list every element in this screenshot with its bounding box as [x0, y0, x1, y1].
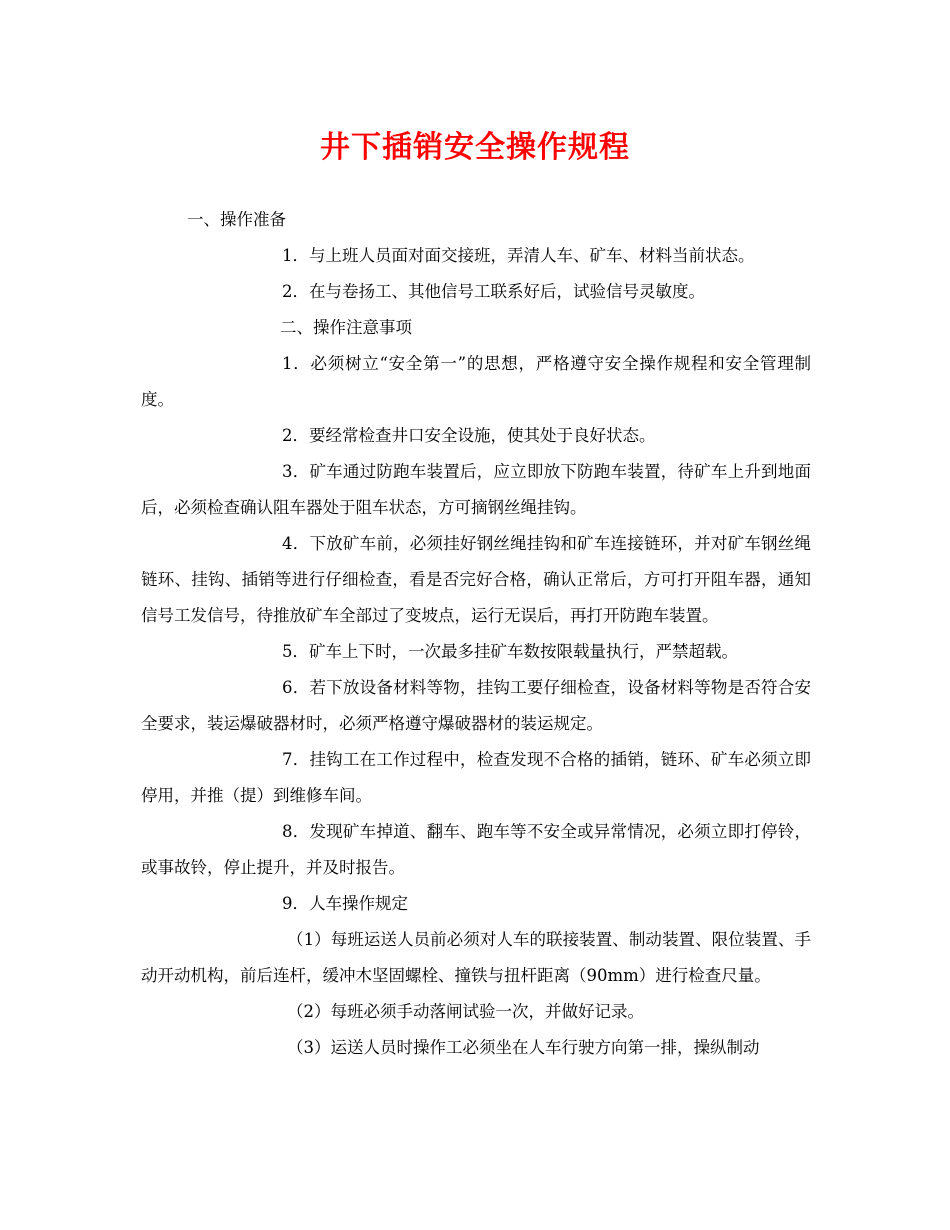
- paragraph: 1．必须树立“安全第一”的思想，严格遵守安全操作规程和安全管理制度。: [141, 354, 811, 409]
- section-heading-preparation: 一、操作准备: [187, 210, 286, 229]
- paragraph: 2．在与卷扬工、其他信号工联系好后，试验信号灵敏度。: [282, 282, 705, 301]
- section-heading-precautions: 二、操作注意事项: [280, 318, 412, 337]
- document-body: [141, 202, 811, 1066]
- paragraph: 3．矿车通过防跑车装置后，应立即放下防跑车装置，待矿车上升到地面后，必须检查确认阻车器处于阻车状态，方可摘钢丝绳挂钩。: [141, 462, 811, 517]
- paragraph: 9．人车操作规定: [282, 894, 408, 913]
- paragraph: 1．与上班人员面对面交接班，弄清人车、矿车、材料当前状态。: [282, 246, 755, 265]
- paragraph: 7．挂钩工在工作过程中，检查发现不合格的插销，链环、矿车必须立即停用，并推（提）到维修车间。: [141, 750, 811, 805]
- paragraph: 4．下放矿车前，必须挂好钢丝绳挂钩和矿车连接链环，并对矿车钢丝绳链环、挂钩、插销等进行仔细检查，看是否完好合格，确认正常后，方可打开阻车器，通知信号工发信号，待推放矿车全部过了变坡点，运行无误后，再打开防跑车装置。: [141, 534, 811, 625]
- sub-paragraph: （1）每班运送人员前必须对人车的联接装置、制动装置、限位装置、手动开动机构，前后连杆，缓冲木坚固螺栓、撞铁与扭杆距离（90mm）进行检查尺量。: [141, 930, 811, 985]
- paragraph: 6．若下放设备材料等物，挂钩工要仔细检查，设备材料等物是否符合安全要求，装运爆破器材时，必须严格遵守爆破器材的装运规定。: [141, 678, 811, 733]
- paragraph: 5．矿车上下时，一次最多挂矿车数按限载量执行，严禁超载。: [282, 642, 738, 661]
- sub-paragraph: （2）每班必须手动落闸试验一次，并做好记录。: [287, 1002, 644, 1021]
- paragraph: 2．要经常检查井口安全设施，使其处于良好状态。: [282, 426, 656, 445]
- document-title: 井下插销安全操作规程: [320, 130, 630, 165]
- sub-paragraph: （3）运送人员时操作工必须坐在人车行驶方向第一排，操纵制动: [287, 1038, 760, 1057]
- paragraph: 8．发现矿车掉道、翻车、跑车等不安全或异常情况，必须立即打停铃，或事故铃，停止提升，并及时报告。: [141, 822, 811, 877]
